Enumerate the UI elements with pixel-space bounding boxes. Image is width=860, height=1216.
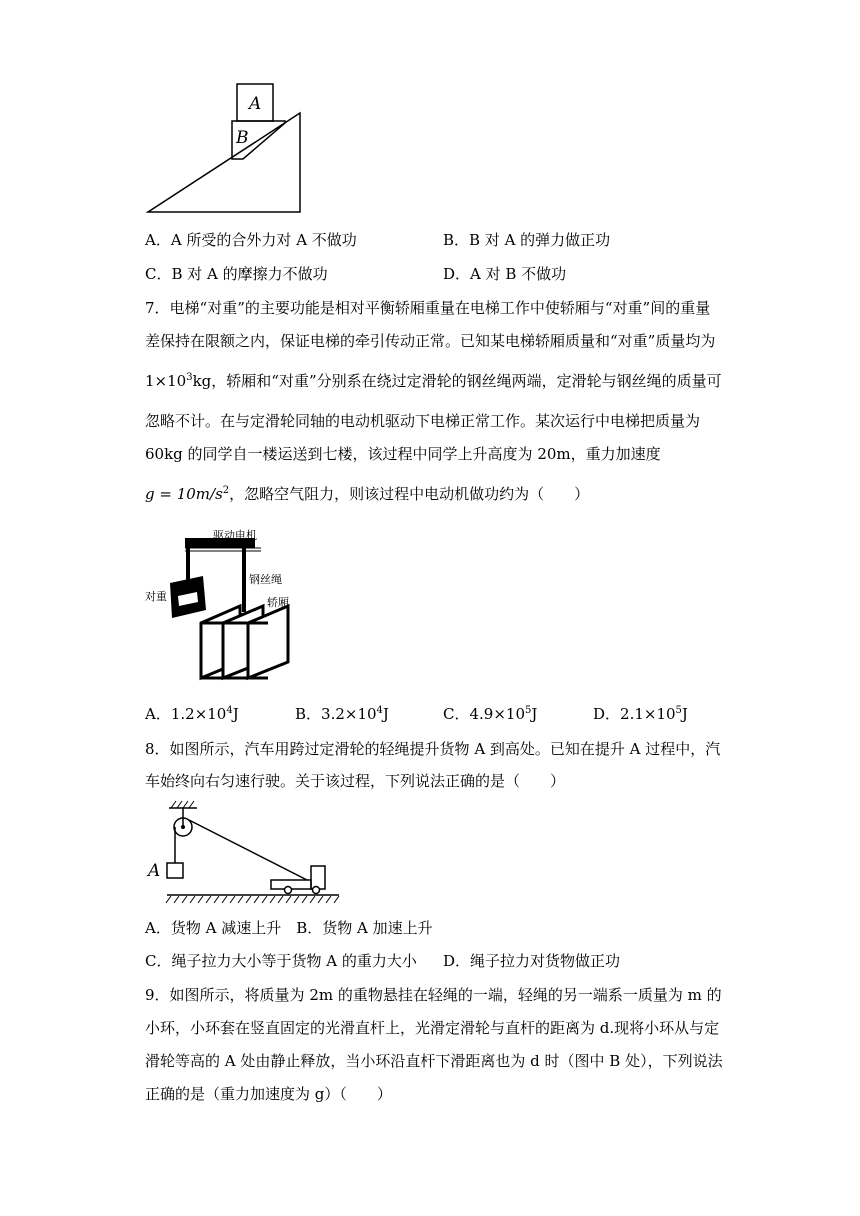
q8-option-c[interactable]: C．绳子拉力大小等于货物 A 的重力大小	[145, 952, 417, 970]
q8-truck-pulley-figure	[145, 798, 345, 908]
q6-option-a[interactable]: A．A 所受的合外力对 A 不做功	[145, 231, 357, 249]
q9-line-1: 9．如图所示，将质量为 2m 的重物悬挂在轻绳的一端，轻绳的另一端系一质量为 m 的	[145, 986, 722, 1004]
q7-option-b[interactable]	[295, 704, 389, 724]
q7-option-c-unit: J	[531, 705, 538, 723]
rope-label: 钢丝绳	[249, 573, 282, 586]
q7-option-d-unit: J	[681, 705, 688, 723]
q7-option-b-unit: J	[382, 705, 389, 723]
q6-option-b[interactable]: B．B 对 A 的弹力做正功	[443, 231, 611, 249]
rope-diagonal	[189, 820, 307, 880]
q7-option-a[interactable]	[145, 704, 239, 724]
q8-line-2: 车始终向右匀速行驶。关于该过程，下列说法正确的是（ ）	[145, 772, 566, 790]
q7-elevator-figure	[143, 528, 313, 688]
q7-line-3-text: kg，轿厢和“对重”分别系在绕过定滑轮的钢丝绳两端，定滑轮与钢丝绳的质量可	[192, 372, 722, 390]
pulley-axle	[181, 825, 185, 829]
q7-option-d-exp: 5	[675, 705, 682, 716]
truck-cab	[311, 866, 325, 889]
label-b: B	[236, 128, 249, 148]
truck-wheel-rear	[285, 887, 292, 894]
q9-line-4: 正确的是（重力加速度为 g）（ ）	[145, 1085, 392, 1103]
q7-line-3	[145, 371, 722, 391]
q7-option-a-prefix: A．	[145, 705, 171, 723]
q7-option-d-prefix: D．	[593, 705, 621, 723]
cargo-label: A	[148, 861, 161, 881]
q6-incline-figure	[145, 82, 305, 222]
car-label: 轿厢	[267, 596, 289, 609]
q7-option-c[interactable]	[443, 704, 537, 724]
q7-option-b-prefix: B．	[295, 705, 322, 723]
incline-wedge	[148, 113, 300, 212]
g-value: g = 10m/s	[145, 485, 223, 503]
q7-line-6	[145, 484, 589, 504]
q7-option-c-exp: 5	[525, 705, 532, 716]
q7-option-d[interactable]	[593, 704, 688, 724]
q7-option-b-exp: 4	[376, 705, 383, 716]
q7-line-2: 差保持在限额之内，保证电梯的牵引传动正常。已知某电梯轿厢质量和“对重”质量均为	[145, 332, 716, 350]
ceiling-hatch	[171, 801, 194, 808]
q8-options-ab[interactable]: A．货物 A 减速上升 B．货物 A 加速上升	[145, 919, 433, 937]
mass-exponent: 3	[186, 372, 193, 383]
q8-option-d[interactable]: D．绳子拉力对货物做正功	[443, 952, 621, 970]
g-exponent: 2	[222, 485, 230, 496]
ground-hatch	[166, 896, 339, 903]
q7-line-1: 7．电梯“对重”的主要功能是相对平衡轿厢重量在电梯工作中使轿厢与“对重”间的重量	[145, 299, 711, 317]
q6-option-d[interactable]: D．A 对 B 不做功	[443, 265, 567, 283]
truck-wheel-front	[313, 887, 320, 894]
q9-line-2: 小环，小环套在竖直固定的光滑直杆上，光滑定滑轮与直杆的距离为 d.现将小环从与定	[145, 1019, 720, 1037]
q7-option-c-prefix: C．	[443, 705, 470, 723]
label-a: A	[249, 94, 262, 114]
counterweight-label: 对重	[145, 590, 167, 603]
mass-value: 1×10	[145, 372, 187, 390]
q7-option-a-unit: J	[232, 705, 239, 723]
q7-line-4: 忽略不计。在与定滑轮同轴的电动机驱动下电梯正常工作。某次运行中电梯把质量为	[145, 412, 701, 430]
q7-option-a-exp: 4	[226, 705, 233, 716]
q9-line-3: 滑轮等高的 A 处由静止释放，当小环沿直杆下滑距离也为 d 时（图中 B 处），下列说法	[145, 1052, 723, 1070]
motor-label: 驱动电机	[213, 529, 257, 542]
q7-option-a-value: 1.2×10	[170, 705, 227, 723]
rope-right	[242, 548, 246, 612]
cargo-box	[167, 863, 183, 878]
q7-option-d-value: 2.1×10	[620, 705, 676, 723]
q7-line-6-text: ，忽略空气阻力，则该过程中电动机做功约为（ ）	[229, 485, 590, 503]
q7-line-5: 60kg 的同学自一楼运送到七楼，该过程中同学上升高度为 20m，重力加速度	[145, 445, 661, 463]
q6-option-c[interactable]: C．B 对 A 的摩擦力不做功	[145, 265, 328, 283]
q7-option-c-value: 4.9×10	[469, 705, 525, 723]
q8-line-1: 8．如图所示，汽车用跨过定滑轮的轻绳提升货物 A 到高处。已知在提升 A 过程中，汽	[145, 740, 721, 758]
q7-option-b-value: 3.2×10	[321, 705, 377, 723]
